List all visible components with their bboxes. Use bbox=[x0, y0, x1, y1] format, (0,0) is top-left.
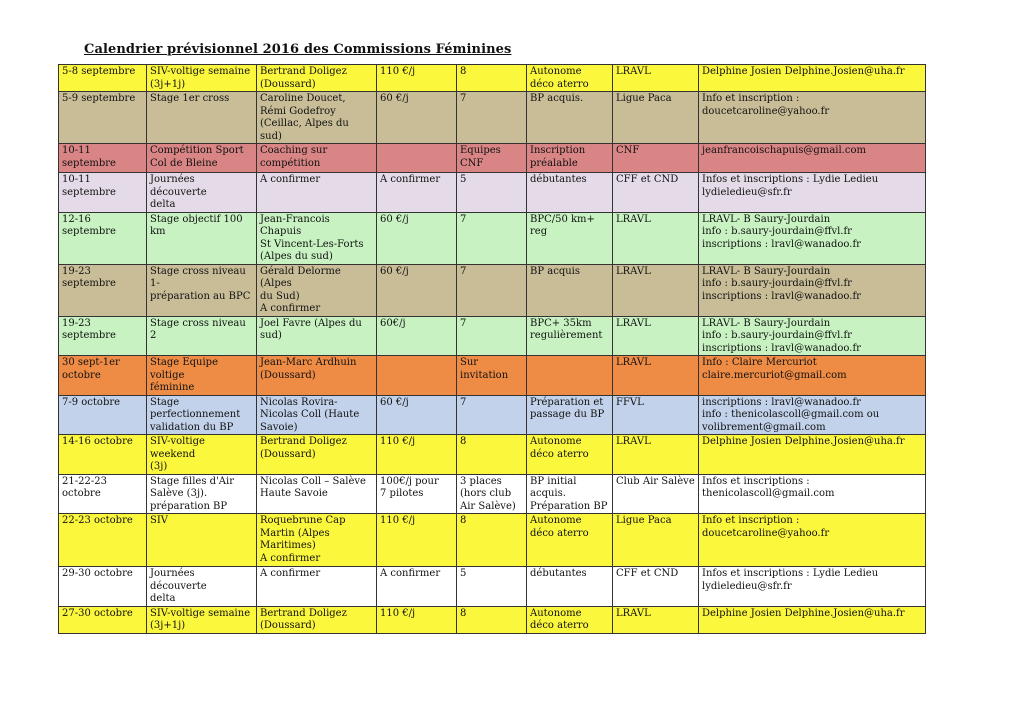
cell-niveau: BPC+ 35km regulièrement bbox=[527, 316, 613, 356]
table-row bbox=[59, 173, 926, 213]
table-row bbox=[59, 435, 926, 475]
cell-moniteur: Bertrand Doligez (Doussard) bbox=[257, 65, 377, 92]
cell-prix: 60€/j bbox=[377, 316, 457, 356]
cell-niveau: BP acquis. bbox=[527, 92, 613, 144]
table-row bbox=[59, 316, 926, 356]
cell-places: 8 bbox=[457, 606, 527, 633]
table-row bbox=[59, 606, 926, 633]
cell-stage: Journées découverte delta bbox=[147, 173, 257, 213]
table-row bbox=[59, 356, 926, 396]
cell-organisateur: CFF et CND bbox=[613, 567, 699, 607]
cell-moniteur: Bertrand Doligez (Doussard) bbox=[257, 606, 377, 633]
document-title: Calendrier prévisionnel 2016 des Commissions Féminines bbox=[84, 42, 512, 57]
cell-prix: A confirmer bbox=[377, 567, 457, 607]
cell-date: 14-16 octobre bbox=[59, 435, 147, 475]
cell-stage: Stage objectif 100 km bbox=[147, 212, 257, 264]
cell-places: 7 bbox=[457, 264, 527, 316]
cell-places: Equipes CNF bbox=[457, 144, 527, 173]
cell-moniteur: Jean-Francois Chapuis St Vincent-Les-Forts (Alpes du sud) bbox=[257, 212, 377, 264]
cell-date: 27-30 octobre bbox=[59, 606, 147, 633]
cell-moniteur: Nicolas Rovira- Nicolas Coll (Haute Savoie) bbox=[257, 395, 377, 435]
cell-contact[interactable]: Info et inscription : doucetcaroline@yahoo.fr bbox=[699, 92, 926, 144]
cell-contact[interactable]: LRAVL- B Saury-Jourdain info : b.saury-jourdain@ffvl.fr inscriptions : lravl@wanadoo.fr bbox=[699, 316, 926, 356]
cell-prix bbox=[377, 356, 457, 396]
cell-prix: 110 €/j bbox=[377, 514, 457, 567]
table-row bbox=[59, 92, 926, 144]
cell-prix: 60 €/j bbox=[377, 395, 457, 435]
cell-date: 21-22-23 octobre bbox=[59, 474, 147, 514]
cell-organisateur: LRAVL bbox=[613, 264, 699, 316]
cell-places: 7 bbox=[457, 316, 527, 356]
cell-organisateur: CNF bbox=[613, 144, 699, 173]
cell-date: 5-9 septembre bbox=[59, 92, 147, 144]
calendar-body bbox=[59, 65, 926, 634]
cell-niveau: Autonome déco aterro bbox=[527, 514, 613, 567]
cell-date: 22-23 octobre bbox=[59, 514, 147, 567]
cell-prix bbox=[377, 144, 457, 173]
table-row bbox=[59, 212, 926, 264]
cell-organisateur: LRAVL bbox=[613, 356, 699, 396]
table-row bbox=[59, 144, 926, 173]
table-row bbox=[59, 474, 926, 514]
cell-prix: 110 €/j bbox=[377, 606, 457, 633]
cell-contact[interactable]: LRAVL- B Saury-Jourdain info : b.saury-jourdain@ffvl.fr inscriptions : lravl@wanadoo.fr bbox=[699, 264, 926, 316]
cell-places: 7 bbox=[457, 212, 527, 264]
cell-moniteur: A confirmer bbox=[257, 173, 377, 213]
cell-contact[interactable]: Infos et inscriptions : thenicolascoll@gmail.com bbox=[699, 474, 926, 514]
cell-moniteur: Roquebrune Cap Martin (Alpes Maritimes) A confirmer bbox=[257, 514, 377, 567]
cell-stage: SIV-voltige semaine (3j+1j) bbox=[147, 606, 257, 633]
cell-stage: Stage 1er cross bbox=[147, 92, 257, 144]
cell-prix: 60 €/j bbox=[377, 92, 457, 144]
table-row bbox=[59, 514, 926, 567]
cell-places: 5 bbox=[457, 173, 527, 213]
cell-places: 8 bbox=[457, 514, 527, 567]
cell-organisateur: LRAVL bbox=[613, 65, 699, 92]
cell-organisateur: LRAVL bbox=[613, 435, 699, 475]
cell-date: 29-30 octobre bbox=[59, 567, 147, 607]
cell-prix: 100€/j pour 7 pilotes bbox=[377, 474, 457, 514]
calendar-table bbox=[58, 64, 926, 634]
cell-places: 7 bbox=[457, 395, 527, 435]
cell-organisateur: LRAVL bbox=[613, 212, 699, 264]
cell-organisateur: FFVL bbox=[613, 395, 699, 435]
cell-prix: 110 €/j bbox=[377, 65, 457, 92]
cell-stage: Stage cross niveau 1- préparation au BPC bbox=[147, 264, 257, 316]
cell-contact[interactable]: Delphine Josien Delphine.Josien@uha.fr bbox=[699, 435, 926, 475]
cell-date: 12-16 septembre bbox=[59, 212, 147, 264]
cell-organisateur: Club Air Salève bbox=[613, 474, 699, 514]
cell-moniteur: Gérald Delorme (Alpes du Sud) A confirmer bbox=[257, 264, 377, 316]
cell-stage: SIV-voltige weekend (3j) bbox=[147, 435, 257, 475]
cell-niveau: Inscription préalable bbox=[527, 144, 613, 173]
cell-stage: Journées découverte delta bbox=[147, 567, 257, 607]
cell-contact[interactable]: Infos et inscriptions : Lydie Ledieu lydieledieu@sfr.fr bbox=[699, 567, 926, 607]
cell-moniteur: Bertrand Doligez (Doussard) bbox=[257, 435, 377, 475]
cell-date: 10-11 septembre bbox=[59, 173, 147, 213]
cell-organisateur: LRAVL bbox=[613, 316, 699, 356]
cell-moniteur: A confirmer bbox=[257, 567, 377, 607]
cell-places: 7 bbox=[457, 92, 527, 144]
cell-moniteur: Caroline Doucet, Rémi Godefroy (Ceillac, Alpes du sud) bbox=[257, 92, 377, 144]
cell-contact[interactable]: LRAVL- B Saury-Jourdain info : b.saury-jourdain@ffvl.fr inscriptions : lravl@wanadoo.fr bbox=[699, 212, 926, 264]
cell-moniteur: Jean-Marc Ardhuin (Doussard) bbox=[257, 356, 377, 396]
cell-organisateur: Ligue Paca bbox=[613, 514, 699, 567]
cell-contact[interactable]: inscriptions : lravl@wanadoo.fr info : thenicolascoll@gmail.com ou volibrement@gmail.com bbox=[699, 395, 926, 435]
cell-prix: 60 €/j bbox=[377, 212, 457, 264]
cell-stage: Stage filles d'Air Salève (3j). préparation BP bbox=[147, 474, 257, 514]
table-row bbox=[59, 395, 926, 435]
cell-organisateur: LRAVL bbox=[613, 606, 699, 633]
cell-places: 3 places (hors club Air Salève) bbox=[457, 474, 527, 514]
cell-places: 8 bbox=[457, 435, 527, 475]
cell-date: 19-23 septembre bbox=[59, 316, 147, 356]
cell-niveau: débutantes bbox=[527, 173, 613, 213]
table-row bbox=[59, 264, 926, 316]
cell-niveau: Autonome déco aterro bbox=[527, 606, 613, 633]
cell-moniteur: Joel Favre (Alpes du sud) bbox=[257, 316, 377, 356]
cell-prix: 60 €/j bbox=[377, 264, 457, 316]
cell-prix: 110 €/j bbox=[377, 435, 457, 475]
cell-places: Sur invitation bbox=[457, 356, 527, 396]
cell-places: 5 bbox=[457, 567, 527, 607]
cell-niveau: BP initial acquis. Préparation BP bbox=[527, 474, 613, 514]
cell-contact[interactable]: Info et inscription : doucetcaroline@yahoo.fr bbox=[699, 514, 926, 567]
cell-niveau: Autonome déco aterro bbox=[527, 65, 613, 92]
cell-contact[interactable]: jeanfrancoischapuis@gmail.com bbox=[699, 144, 926, 173]
cell-organisateur: CFF et CND bbox=[613, 173, 699, 213]
cell-date: 30 sept-1er octobre bbox=[59, 356, 147, 396]
cell-date: 19-23 septembre bbox=[59, 264, 147, 316]
cell-organisateur: Ligue Paca bbox=[613, 92, 699, 144]
cell-stage: SIV bbox=[147, 514, 257, 567]
cell-stage: Stage cross niveau 2 bbox=[147, 316, 257, 356]
cell-date: 7-9 octobre bbox=[59, 395, 147, 435]
cell-contact[interactable]: Info : Claire Mercuriot claire.mercuriot@gmail.com bbox=[699, 356, 926, 396]
cell-stage: Stage perfectionnement validation du BP bbox=[147, 395, 257, 435]
cell-date: 10-11 septembre bbox=[59, 144, 147, 173]
cell-prix: A confirmer bbox=[377, 173, 457, 213]
cell-moniteur: Nicolas Coll – Salève Haute Savoie bbox=[257, 474, 377, 514]
table-row bbox=[59, 567, 926, 607]
cell-stage: SIV-voltige semaine (3j+1j) bbox=[147, 65, 257, 92]
cell-stage: Compétition Sport Col de Bleine bbox=[147, 144, 257, 173]
cell-niveau: BPC/50 km+ reg bbox=[527, 212, 613, 264]
cell-niveau: débutantes bbox=[527, 567, 613, 607]
cell-niveau: BP acquis bbox=[527, 264, 613, 316]
cell-contact[interactable]: Delphine Josien Delphine.Josien@uha.fr bbox=[699, 65, 926, 92]
cell-niveau bbox=[527, 356, 613, 396]
cell-places: 8 bbox=[457, 65, 527, 92]
cell-niveau: Préparation et passage du BP bbox=[527, 395, 613, 435]
cell-niveau: Autonome déco aterro bbox=[527, 435, 613, 475]
cell-stage: Stage Equipe voltige féminine bbox=[147, 356, 257, 396]
cell-contact[interactable]: Infos et inscriptions : Lydie Ledieu lydieledieu@sfr.fr bbox=[699, 173, 926, 213]
cell-moniteur: Coaching sur compétition bbox=[257, 144, 377, 173]
table-row bbox=[59, 65, 926, 92]
cell-contact[interactable]: Delphine Josien Delphine.Josien@uha.fr bbox=[699, 606, 926, 633]
cell-date: 5-8 septembre bbox=[59, 65, 147, 92]
